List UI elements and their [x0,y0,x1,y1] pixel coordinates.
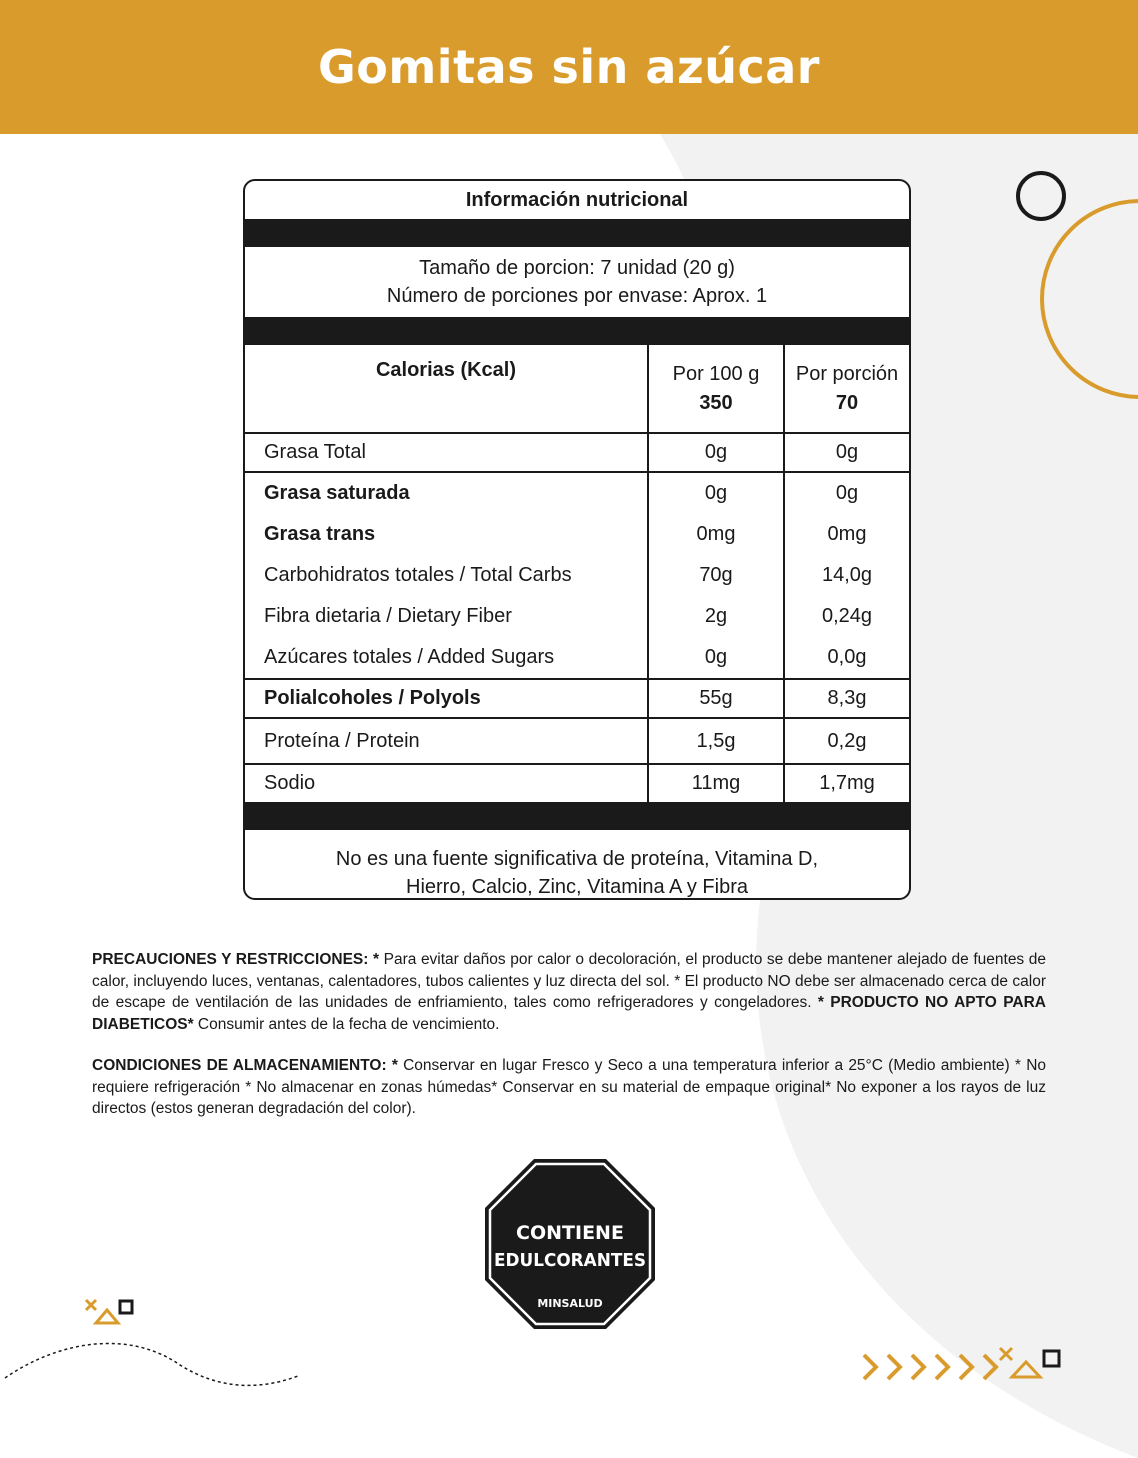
calories-label: Calorias (Kcal) [245,345,648,433]
nutrient-name: Fibra dietaria / Dietary Fiber [245,596,648,637]
nutrient-name: Proteína / Protein [245,718,648,764]
nutrient-perserving: 0mg [827,523,867,545]
nutrient-name: Sodio [245,764,648,802]
nutrient-per100: 0g [648,433,784,472]
nutrient-name: Grasa trans [245,514,648,555]
nutrient-name: Grasa saturada [245,472,648,514]
nutrient-perserving: 0g [784,472,909,514]
table-row [245,679,909,718]
x-icon [1000,1348,1012,1360]
footnote-line: No es una fuente significativa de proteína, Vitamina D, [335,848,819,870]
table-header-row [245,345,909,433]
seal-line1: CONTIENE [516,1222,624,1244]
decorative-chevrons [860,1340,1070,1390]
nutrient-per100: 11mg [648,764,784,802]
col-perserving [784,345,909,433]
triangle-icon [96,1310,118,1323]
seal-authority: MINSALUD [537,1297,603,1310]
servings-per-container: Número de porciones por envase: Aprox. 1 [386,285,768,307]
chevron-right-icon [864,1355,996,1379]
precautions-heading: PRECAUCIONES Y RESTRICCIONES: * [92,951,380,968]
precautions-expiry-text: Consumir antes de la fecha de vencimiento. [193,1015,500,1033]
page-header [0,0,1138,134]
divider-bar [245,317,909,345]
table-row [245,764,909,802]
label-footnote [245,830,909,900]
storage-paragraph [92,1055,1046,1120]
nutrient-per100: 0g [648,637,784,679]
calories-per100: 350 [699,391,733,414]
col-per100-label: Por 100 g [672,362,760,385]
nutrition-facts-label [243,179,911,900]
serving-info [245,247,909,317]
x-icon [86,1300,96,1310]
precautions-text: Para evitar daños por calor o decoloración, el producto se debe mantener alejado de fuentes de calor, incluyendo luces, ventanas, calentadores, tubos calientes y luz directa del sol. * El producto NO debe ser almacenado cerca de calor de escape de ventilación de las unidades de enfriamiento, tales como refrigeradores y congeladores. [92,951,1047,1011]
table-row [245,514,909,555]
nutrient-perserving: 14,0g [821,564,873,586]
storage-heading: CONDICIONES DE ALMACENAMIENTO: * [92,1057,398,1074]
nutrient-perserving: 0,2g [784,718,909,764]
nutrient-per100: 0mg [648,514,784,555]
diabetic-warning: * PRODUCTO NO APTO PARA DIABETICOS* [92,994,1046,1033]
nutrient-perserving: 8,3g [784,679,909,718]
nutrient-perserving: 1,7mg [784,764,909,802]
table-row [245,472,909,514]
sweetener-warning-seal [484,1158,656,1330]
nutrient-perserving: 0,24g [821,605,873,627]
decorative-circles [1010,166,1138,406]
col-per100 [648,345,784,433]
nutrient-per100: 1,5g [648,718,784,764]
nutrient-per100: 0g [648,472,784,514]
table-row [245,433,909,472]
nutrition-table [245,345,909,802]
serving-size: Tamaño de porcion: 7 unidad (20 g) [419,257,735,279]
label-title: Información nutricional [465,188,689,211]
decorative-wave [0,1290,310,1400]
square-icon [120,1301,132,1313]
precautions-paragraph [92,949,1046,1035]
nutrient-per100: 55g [648,679,784,718]
nutrient-perserving: 0,0g [827,646,867,668]
calories-perserving: 70 [835,391,859,414]
table-row [245,555,909,596]
nutrient-name: Carbohidratos totales / Total Carbs [245,555,648,596]
storage-text: Conservar en lugar Fresco y Seco a una temperatura inferior a 25°C (Medio ambiente) * No requiere refrigeración * No almacenar en zonas húmedas* Conservar en su material de empaque original* No exponer a los rayos de luz directos (estos generan degradación del color). [92,1057,1047,1117]
nutrient-per100: 2g [648,596,784,637]
seal-line2: EDULCORANTES [494,1250,646,1271]
table-row [245,596,909,637]
nutrient-per100: 70g [648,555,784,596]
nutrient-name: Polialcoholes / Polyols [245,679,648,718]
table-row [245,637,909,679]
table-row [245,718,909,764]
page-title: Gomitas sin azúcar [318,40,820,94]
divider-bar [245,802,909,830]
nutrient-name: Grasa Total [245,433,648,472]
divider-bar [245,219,909,247]
nutrient-perserving: 0g [784,433,909,472]
col-perserving-label: Por porción [795,362,899,385]
nutrient-name: Azúcares totales / Added Sugars [245,637,648,679]
triangle-icon [1012,1362,1040,1377]
footnote-line: Hierro, Calcio, Zinc, Vitamina A y Fibra [406,876,748,898]
square-icon [1044,1351,1059,1366]
